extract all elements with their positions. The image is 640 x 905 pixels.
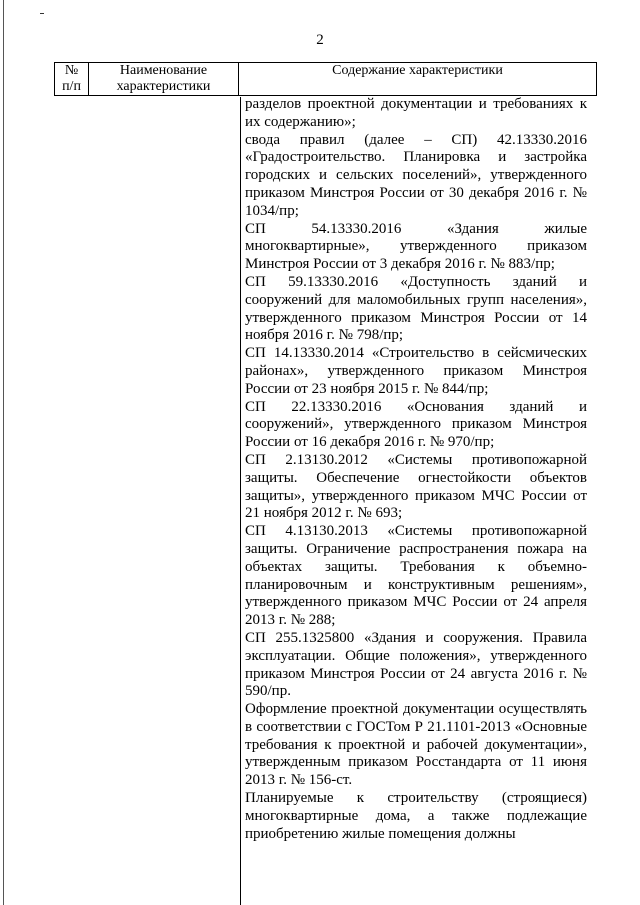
header-name-line1: Наименование bbox=[119, 63, 208, 78]
paragraph: СП 255.1325800 «Здания и сооружения. Правила эксплуатации. Общие положения», утвержденного приказом Минстроя России от 24 августа 2016 г. № 590/пр. bbox=[245, 629, 587, 700]
scan-edge-line bbox=[3, 0, 4, 905]
paragraph: Планируемые к строительству (строящиеся) многоквартирные дома, а также подлежащие приобретению жилые помещения должны bbox=[245, 790, 587, 842]
paragraph: СП 4.13130.2013 «Системы противопожарной защиты. Ограничение распространения пожара на объектах защиты. Требования к объемно-планировочным и конструктивным решениям», утвержденного приказом МЧС России от 24 апреля 2013 г. № 288; bbox=[245, 523, 587, 629]
paragraph: СП 2.13130.2012 «Системы противопожарной защиты. Обеспечение огнестойкости объектов защиты», утвержденного приказом МЧС России от 21 ноября 2012 г. № 693; bbox=[245, 451, 587, 522]
page-number: 2 bbox=[316, 32, 324, 48]
column-divider bbox=[240, 97, 241, 905]
paragraph: СП 22.13330.2016 «Основания зданий и сооружений», утвержденного приказом Минстроя России от 16 декабря 2016 г. № 970/пр; bbox=[245, 398, 587, 451]
header-number-line1: № bbox=[64, 63, 79, 78]
header-number-cell bbox=[55, 63, 89, 96]
header-content-cell bbox=[239, 63, 597, 96]
paragraph: Оформление проектной документации осуществлять в соответствии с ГОСТом Р 21.1101-2013 «Основные требования к проектной и рабочей документации», утвержденным приказом Росстандарта от 11 июня 2013 г. № 156-ст. bbox=[245, 701, 587, 789]
header-name-line2: характеристики bbox=[116, 79, 211, 94]
paragraph: разделов проектной документации и требованиях к их содержанию»; bbox=[245, 96, 587, 130]
header-content-label: Содержание характеристики bbox=[332, 63, 503, 78]
content-column bbox=[245, 96, 587, 843]
header-number-line2: п/п bbox=[62, 79, 81, 94]
paragraph: СП 54.13330.2016 «Здания жилые многоквартирные», утвержденного приказом Минстроя России от 3 декабря 2016 г. № 883/пр; bbox=[245, 220, 587, 273]
scan-mark bbox=[40, 13, 44, 14]
paragraph: свода правил (далее – СП) 42.13330.2016 «Градостроительство. Планировка и застройка городских и сельских поселений», утвержденного приказом Минстроя России от 30 декабря 2016 г. № 1034/пр; bbox=[245, 131, 587, 219]
header-name-cell bbox=[89, 63, 239, 96]
paragraph: СП 59.13330.2016 «Доступность зданий и сооружений для маломобильных групп населения», утвержденного приказом Минстроя России от 14 ноября 2016 г. № 798/пр; bbox=[245, 273, 587, 344]
paragraph: СП 14.13330.2014 «Строительство в сейсмических районах», утвержденного приказом Минстроя России от 23 ноября 2015 г. № 844/пр; bbox=[245, 345, 587, 397]
table-header bbox=[54, 62, 597, 96]
